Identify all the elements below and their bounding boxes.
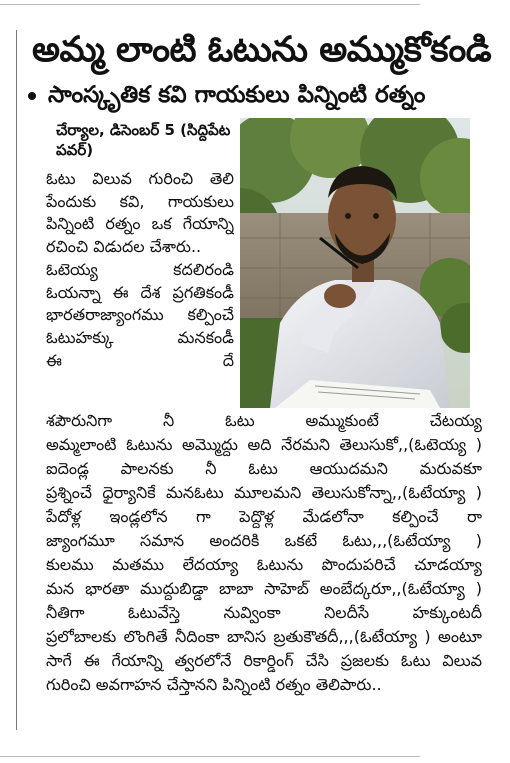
body-line: అమ్మలాంటి ఓటును అమ్మొద్దు అది నేరమని తెలుసుకో,,(ఓటెయ్య )	[46, 435, 482, 454]
body-line: జ్యాంగమూ సమాన అందరికి ఒకటే ఓటు,,,(ఓటేయ్యా )	[46, 531, 482, 550]
dateline: చేర్యాల, డిసెంబర్ 5 (సిద్దిపేట పవర్)	[56, 121, 231, 159]
body-line: సాగే ఈ గేయాన్ని త్వరలోనే రికార్డింగ్ చేసి ప్రజలకు ఓటు విలువ	[46, 651, 482, 670]
article-photo	[240, 118, 470, 408]
body-line: మన భారతా ముద్దుబిడ్డా బాబా సాహెబ్ అంబేద్కరూ,,(ఓటేయ్యా )	[46, 579, 482, 598]
body-line: ప్రలోబాలకు లొంగితే నీదింకా బానిస బ్రతుకౌతదీ,,,(ఓటేయ్యా ) అంటూ	[46, 627, 482, 646]
subheadline-text: సాంస్కృతిక కవి గాయకులు పిన్నింటి రత్నం	[48, 82, 426, 108]
column-line: భారతరాజ్యాంగము కల్పించే	[46, 305, 234, 325]
column-line: ఈ దే	[46, 350, 234, 370]
body-line: కులము మతము లేదయ్యా ఓటును పొందుపరిచే చూడయ్యా	[46, 555, 482, 574]
body-line: గురించి అవగాహన చేస్తానని పిన్నింటి రత్నం తెలిపారు..	[46, 675, 382, 694]
column-line: ఓయన్నా ఈ దేశ ప్రగతికండీ	[46, 282, 234, 302]
photo-image	[240, 118, 470, 408]
top-divider	[0, 4, 420, 5]
column-line: ఓటుహక్కు మనకండీ	[46, 327, 234, 347]
headline: అమ్మ లాంటి ఓటును అమ్ముకోకండి	[32, 30, 492, 70]
column-line: పేందుకు కవి, గాయకులు	[46, 191, 234, 211]
body-line: పేదోళ్ల ఇండ్లలోన గా పెద్దొళ్ల మేడలోనా కల్పించే రా	[46, 507, 482, 526]
column-line: రచించి విడుదల చేశారు..	[46, 237, 202, 257]
column-line: పిన్నింటి రత్నం ఒక గేయాన్ని	[46, 214, 234, 234]
body-line: నీతిగా ఓటువేస్తె నువ్వింకా నిలదీసే హక్కుంటదీ	[46, 603, 482, 622]
column-rule	[16, 30, 17, 730]
column-line: ఓటెయ్య కదలిరండి	[46, 259, 234, 279]
body-line: ఐదెండ్ల పాలనకు నీ ఓటు ఆయుదమని మరువకూ	[46, 459, 482, 478]
article-column	[46, 168, 234, 372]
body-line: ప్రశ్నించే ధైర్యానికే మనఓటు మూలమని తెలుసుకోన్నా,,(ఓటేయ్యా )	[46, 483, 482, 502]
body-line: శపౌరునిగా నీ ఓటు అమ్ముకుంటే చేటయ్య	[46, 411, 482, 430]
article-body	[46, 409, 482, 697]
bullet-icon	[28, 92, 36, 100]
bottom-divider	[0, 756, 420, 757]
column-line: ఓటు విలువ గురించి తెలి	[46, 169, 234, 188]
subheadline	[28, 80, 508, 110]
